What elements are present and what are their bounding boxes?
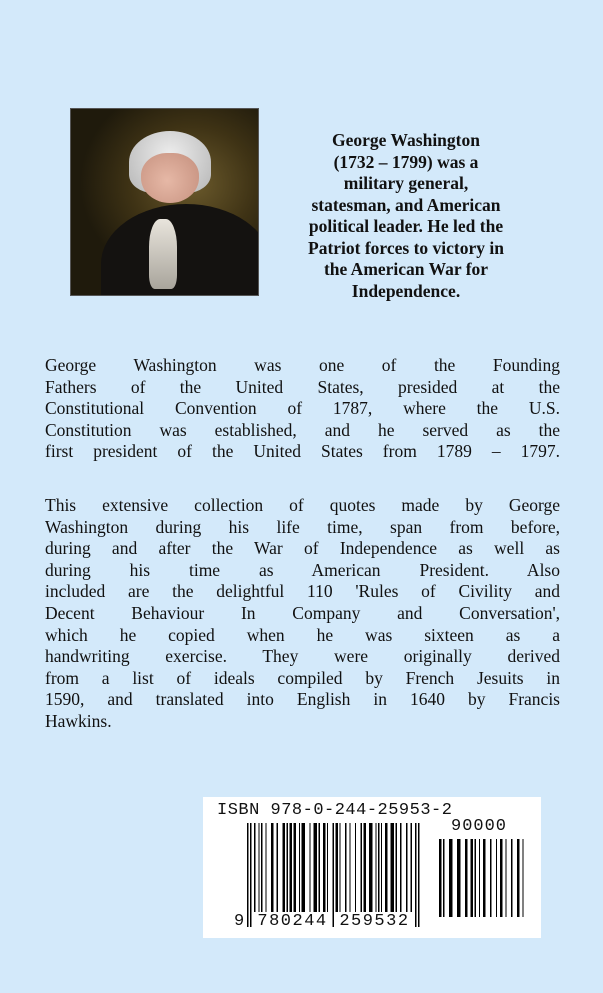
barcode-bar <box>364 823 367 912</box>
intro-line: George Washington <box>332 130 480 150</box>
intro-line: military general, <box>343 173 469 193</box>
barcode-bar <box>294 823 297 912</box>
text-line: 1590, and translated into English in 1640 by Francis <box>45 689 560 710</box>
barcode-bar <box>369 823 373 912</box>
barcode-bar <box>290 823 293 912</box>
description-paragraph-1 <box>45 355 560 463</box>
barcode-bar <box>277 823 279 912</box>
text-line: George Washington was one of the Founding <box>45 355 560 375</box>
text-line: Constitution was established, and he served as the <box>45 419 560 440</box>
barcode-bar <box>406 823 408 912</box>
text-line: Washington during his life time, span from before, <box>45 516 560 537</box>
isbn-label: ISBN 978-0-244-25953-2 <box>217 801 453 820</box>
barcode-bar <box>517 839 520 917</box>
barcode-digits: 9 780244 259532 <box>234 912 410 931</box>
barcode-bar <box>443 839 445 917</box>
intro-line: Independence. <box>351 280 461 301</box>
text-line: from a list of ideals compiled by French Jesuits in <box>45 667 560 688</box>
barcode-bar <box>340 823 341 912</box>
barcode-bar <box>385 823 388 912</box>
barcode-bar <box>400 823 402 912</box>
barcode-bar <box>310 823 311 912</box>
barcode-bar <box>457 839 461 917</box>
barcode-bar <box>475 839 477 917</box>
barcode-bar <box>511 839 513 917</box>
barcode-addon-number: 90000 <box>451 817 508 836</box>
intro-line: Patriot forces to victory in <box>308 237 504 258</box>
barcode-bar <box>314 823 318 912</box>
barcode-bar <box>378 823 380 912</box>
barcode-bar <box>254 823 256 912</box>
intro-text <box>262 130 550 302</box>
barcode-bar <box>471 839 474 917</box>
barcode-bar <box>490 839 492 917</box>
text-line: which he copied when he was sixteen as a <box>45 624 560 645</box>
barcode-bar <box>391 823 395 912</box>
barcode-bar <box>418 823 420 927</box>
barcode-bar <box>396 823 398 912</box>
barcode-bar <box>345 823 347 912</box>
barcode-bar <box>465 839 468 917</box>
barcode-bar <box>319 823 321 912</box>
barcode-bar <box>336 823 339 912</box>
barcode-bar <box>496 839 497 917</box>
intro-line: (1732 – 1799) was a <box>333 151 479 172</box>
intro-line: political leader. He led the <box>308 216 504 236</box>
text-line: first president of the United States from 1789 – 1797. <box>45 441 560 462</box>
text-line: Hawkins. <box>45 710 112 731</box>
barcode-bar <box>415 823 417 927</box>
barcode-bar <box>500 839 503 917</box>
barcode-bar <box>287 823 289 912</box>
text-line: included are the delightful 110 'Rules of Civility and <box>45 581 560 602</box>
barcode-bar <box>361 823 363 912</box>
intro-line: statesman, and American <box>311 194 501 215</box>
text-line: during and after the War of Independence as well as <box>45 538 560 559</box>
barcode-bar <box>323 823 326 912</box>
barcode-bar <box>449 839 453 917</box>
text-line: Constitutional Convention of 1787, where the U.S. <box>45 398 560 419</box>
text-line: Decent Behaviour In Company and Conversation', <box>45 602 560 623</box>
barcode-bar <box>439 839 442 917</box>
text-line: handwriting exercise. They were originally derived <box>45 646 560 667</box>
barcode-bar <box>483 839 486 917</box>
barcode-bar <box>259 823 260 912</box>
barcode-bar <box>261 823 263 912</box>
text-line: Fathers of the United States, presided at the <box>45 376 560 397</box>
barcode-bar <box>506 839 507 917</box>
description-paragraph-2 <box>45 495 560 733</box>
barcode-bar <box>283 823 286 912</box>
intro-line: the American War for <box>323 259 489 279</box>
barcode-bar <box>266 823 267 912</box>
barcode-bar <box>271 823 274 912</box>
barcode-bar <box>299 823 300 912</box>
barcode-bar <box>376 823 377 912</box>
barcode-bar <box>381 823 382 912</box>
barcode-bar <box>355 823 356 912</box>
barcode-bar <box>327 823 328 912</box>
barcode-bar <box>411 823 413 912</box>
barcode-bar <box>350 823 351 912</box>
text-line: during his time as American President. Also <box>45 559 560 580</box>
barcode-bar <box>523 839 524 917</box>
barcode-bar <box>302 823 306 912</box>
portrait-image <box>70 108 259 296</box>
text-line: This extensive collection of quotes made by George <box>45 495 560 515</box>
barcode-bar <box>479 839 480 917</box>
isbn-barcode <box>203 797 541 938</box>
